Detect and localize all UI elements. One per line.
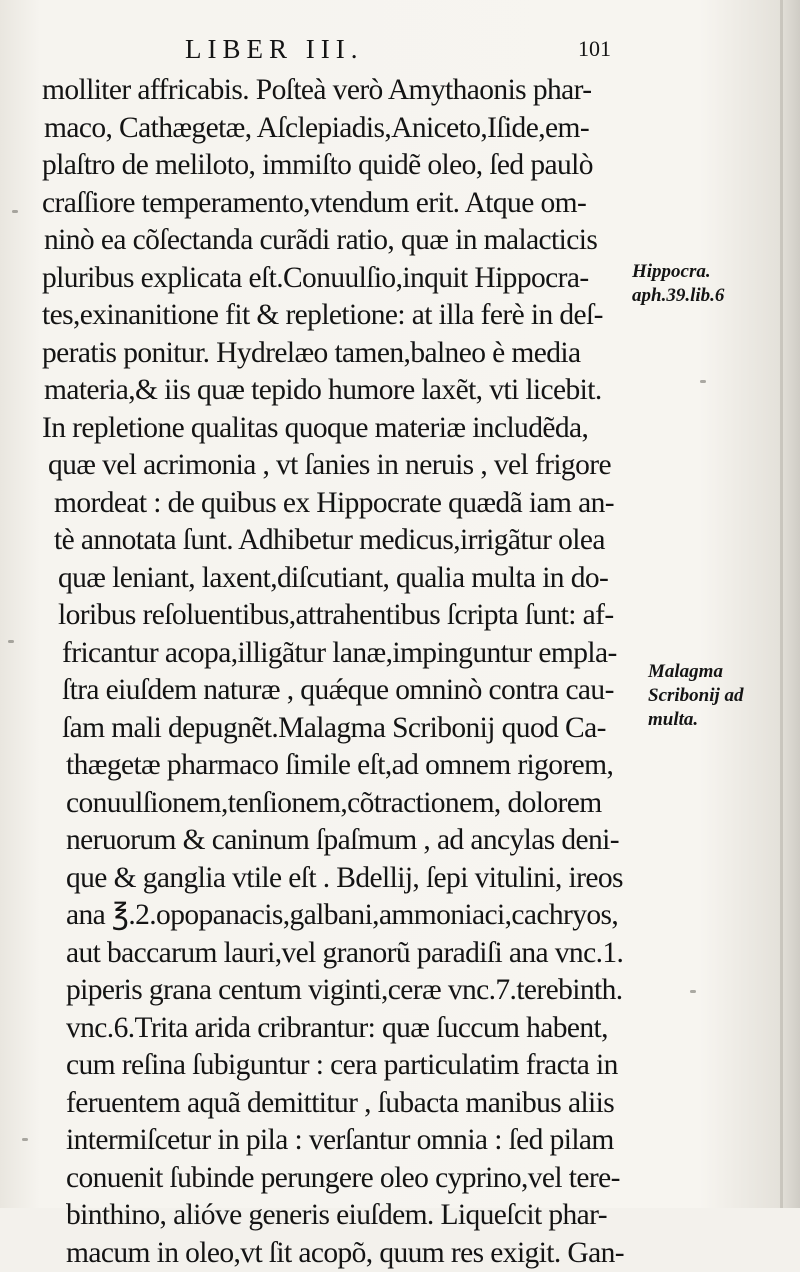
text-line: tè annotata ſunt. Adhibetur medicus,irrigãtur olea xyxy=(40,522,630,560)
text-line: cum reſina ſubiguntur : cera particulatim fracta in xyxy=(40,1047,630,1085)
text-line: ſtra eiuſdem naturæ , quǽque omninò contra cau- xyxy=(40,672,630,710)
page-number: 101 xyxy=(578,36,611,62)
page-edge-shadow xyxy=(780,0,783,1208)
margin-note-line: aph.39.lib.6 xyxy=(632,284,724,308)
text-line: molliter affricabis. Poſteà verò Amythaonis phar- xyxy=(40,72,630,110)
text-line: materia,& iis quæ tepido humore laxẽt, vti licebit. xyxy=(40,372,630,410)
text-line: quæ vel acrimonia , vt ſanies in neruis , vel frigore xyxy=(40,447,630,485)
paper-speck xyxy=(12,210,18,213)
text-line: ana ℥.2.opopanacis,galbani,ammoniaci,cachryos, xyxy=(40,897,630,935)
text-line: feruentem aquã demittitur , ſubacta manibus aliis xyxy=(40,1085,630,1123)
paper-speck xyxy=(22,1138,28,1141)
text-line: ſam mali depugnẽt.Malagma Scribonij quod Ca- xyxy=(40,710,630,748)
text-line: ninò ea cõſectanda curãdi ratio, quæ in malacticis xyxy=(40,222,630,260)
page-header xyxy=(0,34,800,74)
paper-speck xyxy=(8,640,14,643)
text-line: que & ganglia vtile eſt . Bdellij, ſepi vitulini, ireos xyxy=(40,860,630,898)
margin-note-line: multa. xyxy=(648,708,744,732)
text-line: quæ leniant, laxent,diſcutiant, qualia multa in do- xyxy=(40,560,630,598)
text-line: mordeat : de quibus ex Hippocrate quædã iam an- xyxy=(40,485,630,523)
text-line: piperis grana centum viginti,ceræ vnc.7.terebinth. xyxy=(40,972,630,1010)
text-line: fricantur acopa,illigãtur lanæ,impinguntur empla- xyxy=(40,635,630,673)
text-line: loribus reſoluentibus,attrahentibus ſcripta ſunt: af- xyxy=(40,597,630,635)
text-line: maco, Cathægetæ, Aſclepiadis,Aniceto,Iſide,em- xyxy=(40,110,630,148)
text-line: In repletione qualitas quoque materiæ includẽda, xyxy=(40,410,630,448)
margin-note-line: Malagma xyxy=(648,660,744,684)
text-line: conuenit ſubinde perungere oleo cyprino,vel tere- xyxy=(40,1160,630,1198)
margin-note-line: Hippocra. xyxy=(632,260,724,284)
text-line: pluribus explicata eſt.Conuulſio,inquit Hippocra- xyxy=(40,260,630,298)
body-text xyxy=(40,72,630,1272)
text-line: craſſiore temperamento,vtendum erit. Atque om- xyxy=(40,185,630,223)
text-line: intermiſcetur in pila : verſantur omnia : ſed pilam xyxy=(40,1122,630,1160)
text-line: tes,exinanitione fit & repletione: at illa ferè in deſ- xyxy=(40,297,630,335)
text-line: thægetæ pharmaco ſimile eſt,ad omnem rigorem, xyxy=(40,747,630,785)
running-title: LIBER III. xyxy=(185,34,363,65)
text-line: binthino, alióve generis eiuſdem. Liqueſcit phar- xyxy=(40,1197,630,1235)
text-line: neruorum & caninum ſpaſmum , ad ancylas deni- xyxy=(40,822,630,860)
text-line: peratis ponitur. Hydrelæo tamen,balneo è media xyxy=(40,335,630,373)
text-line: vnc.6.Trita arida cribrantur: quæ ſuccum habent, xyxy=(40,1010,630,1048)
text-line: conuulſionem,tenſionem,cõtractionem, dolorem xyxy=(40,785,630,823)
text-line: aut baccarum lauri,vel granorũ paradiſi ana vnc.1. xyxy=(40,935,630,973)
margin-note-hippocrates xyxy=(632,260,724,308)
paper-speck xyxy=(700,380,706,383)
text-line: plaſtro de meliloto, immiſto quidẽ oleo, ſed paulò xyxy=(40,147,630,185)
paper-speck xyxy=(690,990,696,993)
margin-note-line: Scribonij ad xyxy=(648,684,744,708)
text-line: macum in oleo,vt ſit acopõ, quum res exigit. Gan- xyxy=(40,1235,630,1272)
margin-note-malagma xyxy=(648,660,744,732)
